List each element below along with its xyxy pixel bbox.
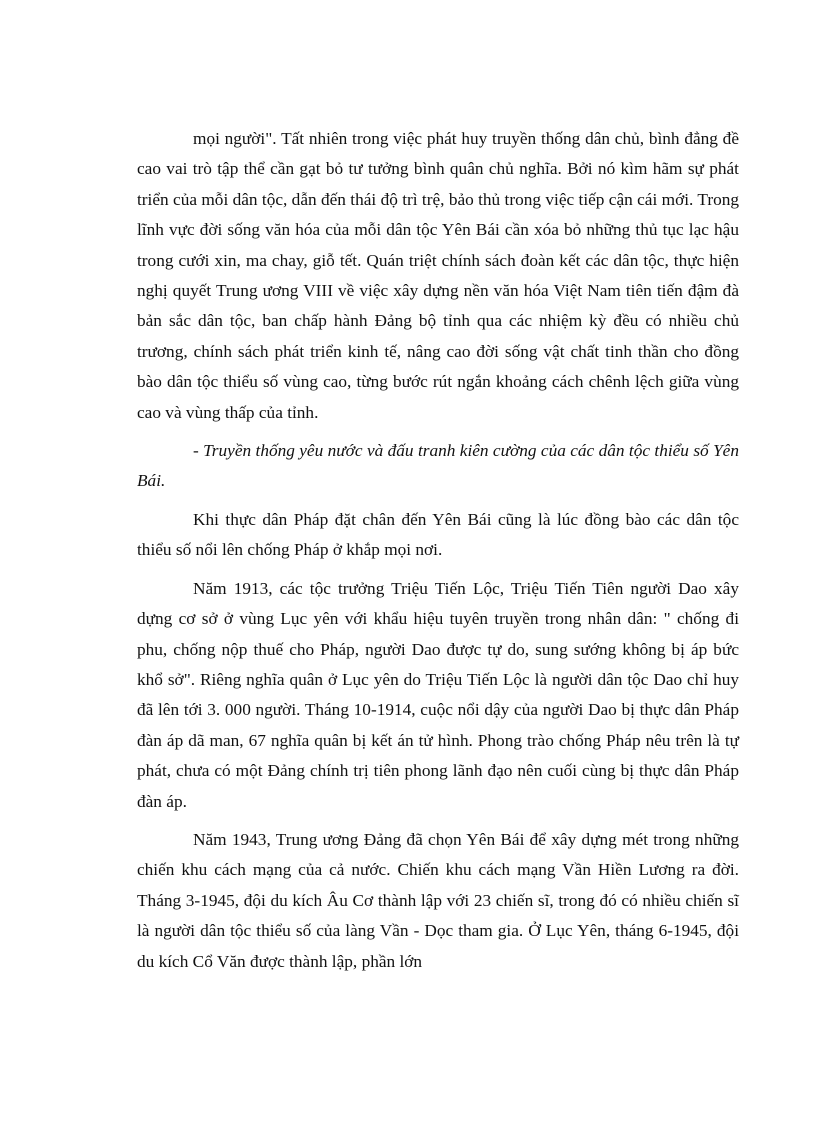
paragraph-1: mọi người". Tất nhiên trong việc phát huy truyền thống dân chủ, bình đẳng đề cao vai trò tập thể cần gạt bỏ tư tưởng bình quân chủ nghĩa. Bởi nó kìm hãm sự phát triển của mỗi dân tộc, dẫn đến thái độ trì trệ, bảo thủ trong việc tiếp cận cái mới. Trong lĩnh vực đời sống văn hóa của mỗi dân tộc Yên Bái cần xóa bỏ những thủ tục lạc hậu trong cưới xin, ma chay, giỗ tết. Quán triệt chính sách đoàn kết các dân tộc, thực hiện nghị quyết Trung ương VIII về việc xây dựng nền văn hóa Việt Nam tiên tiến đậm đà bản sắc dân tộc, ban chấp hành Đảng bộ tỉnh qua các nhiệm kỳ đều có nhiều chủ trương, chính sách phát triển kinh tế, nâng cao đời sống vật chất tinh thần cho đồng bào dân tộc thiểu số vùng cao, từng bước rút ngắn khoảng cách chênh lệch giữa vùng cao và vùng thấp của tỉnh. xyxy=(137,129,739,422)
paragraph-3: Năm 1913, các tộc trưởng Triệu Tiến Lộc, Triệu Tiến Tiên người Dao xây dựng cơ sở ở vùng Lục yên với khẩu hiệu tuyên truyền trong nhân dân: " chống đi phu, chống nộp thuế cho Pháp, người Dao được tự do, sung sướng không bị áp bức khổ sở". Riêng nghĩa quân ở Lục yên do Triệu Tiến Lộc là người dân tộc Dao chỉ huy đã lên tới 3. 000 người. Tháng 10-1914, cuộc nổi dậy của người Dao bị thực dân Pháp đàn áp dã man, 67 nghĩa quân bị kết án tử hình. Phong trào chống Pháp nêu trên là tự phát, chưa có một Đảng chính trị tiên phong lãnh đạo nên cuối cùng bị thực dân Pháp đàn áp. xyxy=(137,578,739,811)
paragraph-2: Khi thực dân Pháp đặt chân đến Yên Bái cũng là lúc đồng bào các dân tộc thiểu số nổi lên chống Pháp ở khắp mọi nơi. xyxy=(137,509,739,560)
section-heading: - Truyền thống yêu nước và đấu tranh kiên cường của các dân tộc thiểu số Yên Bái. xyxy=(137,441,739,491)
paragraph-4: Năm 1943, Trung ương Đảng đã chọn Yên Bái để xây dựng mét trong những chiến khu cách mạng của cả nước. Chiến khu cách mạng Vần Hiền Lương ra đời. Tháng 3-1945, đội du kích Âu Cơ thành lập với 23 chiến sĩ, trong đó có nhiều chiến sĩ là người dân tộc thiểu số của làng Vần - Dọc tham gia. Ở Lục Yên, tháng 6-1945, đội du kích Cổ Văn được thành lập, phần lớn xyxy=(137,829,739,971)
document-body xyxy=(137,124,739,977)
